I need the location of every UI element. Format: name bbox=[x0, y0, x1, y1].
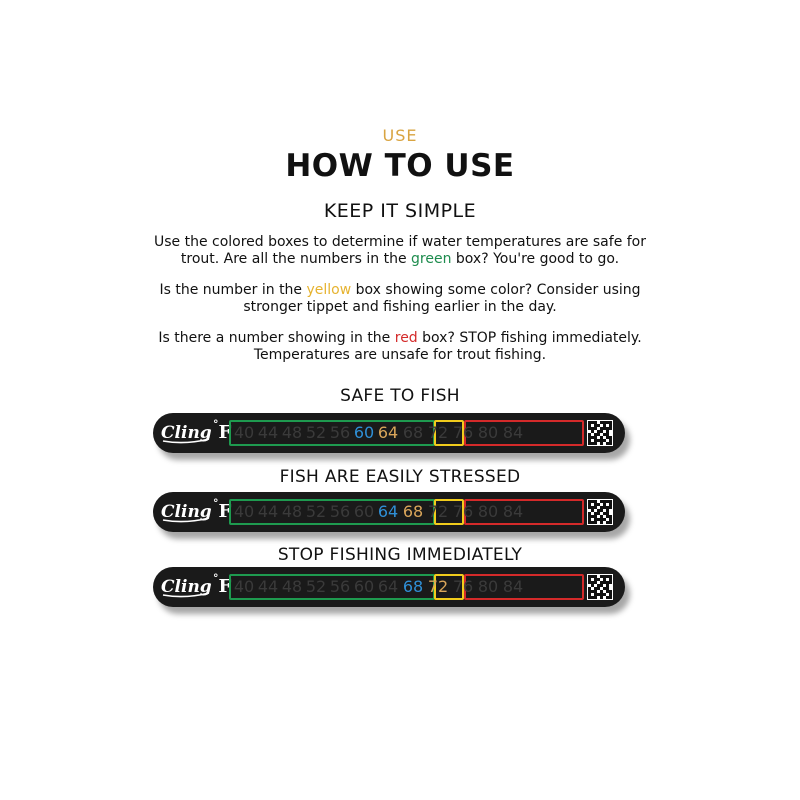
instruction-green bbox=[140, 234, 660, 268]
temperature-number-56: 56 bbox=[329, 423, 351, 442]
temperature-number-64: 64 bbox=[377, 577, 399, 596]
unit-letter: F bbox=[218, 576, 232, 597]
temperature-number-52: 52 bbox=[305, 577, 327, 596]
temperature-number-52: 52 bbox=[305, 423, 327, 442]
temperature-number-84: 84 bbox=[502, 423, 524, 442]
instruction-red bbox=[140, 330, 660, 364]
temperature-number-44: 44 bbox=[257, 502, 279, 521]
thermometer-strip-safe bbox=[153, 413, 625, 453]
section-label-stressed: FISH ARE EASILY STRESSED bbox=[279, 467, 521, 487]
temperature-number-76: 76 bbox=[452, 423, 474, 442]
temperature-number-68: 68 bbox=[402, 502, 424, 521]
degree-symbol: ° bbox=[213, 418, 219, 431]
temperature-number-40: 40 bbox=[233, 502, 255, 521]
thermometer-strip-stressed bbox=[153, 492, 625, 532]
temperature-number-72: 72 bbox=[427, 577, 449, 596]
instruction-text: Is there a number showing in the bbox=[158, 330, 395, 346]
eyebrow-label: USE bbox=[382, 126, 418, 145]
instruction-text: Use the colored boxes to determine if water temperatures are safe for trout. Are all the numbers in the bbox=[153, 234, 647, 267]
temperature-number-80: 80 bbox=[477, 577, 499, 596]
temperature-number-60: 60 bbox=[353, 502, 375, 521]
page-subtitle: KEEP IT SIMPLE bbox=[323, 200, 477, 222]
temperature-number-56: 56 bbox=[329, 577, 351, 596]
temperature-number-64: 64 bbox=[377, 502, 399, 521]
unit-letter: F bbox=[218, 501, 232, 522]
temperature-number-60: 60 bbox=[353, 577, 375, 596]
temperature-number-76: 76 bbox=[452, 502, 474, 521]
instruction-text: box showing some color? Consider using stronger tippet and fishing earlier in the day. bbox=[243, 282, 641, 315]
instruction-yellow bbox=[140, 282, 660, 316]
temperature-number-64: 64 bbox=[377, 423, 399, 442]
svg-text:Cling: Cling bbox=[161, 577, 212, 597]
highlight-word: yellow bbox=[306, 282, 352, 298]
section-label-stop: STOP FISHING IMMEDIATELY bbox=[277, 545, 523, 565]
temperature-number-44: 44 bbox=[257, 423, 279, 442]
temperature-number-68: 68 bbox=[402, 423, 424, 442]
temperature-number-68: 68 bbox=[402, 577, 424, 596]
highlight-word: red bbox=[394, 330, 418, 346]
temperature-number-84: 84 bbox=[502, 502, 524, 521]
svg-text:Cling: Cling bbox=[161, 423, 212, 443]
qr-code-icon bbox=[587, 420, 613, 446]
cling-logo bbox=[159, 573, 215, 599]
temperature-number-56: 56 bbox=[329, 502, 351, 521]
instruction-text: Is the number in the bbox=[159, 282, 307, 298]
temperature-number-48: 48 bbox=[281, 423, 303, 442]
temperature-number-72: 72 bbox=[427, 502, 449, 521]
temperature-number-48: 48 bbox=[281, 502, 303, 521]
instruction-text: box? You're good to go. bbox=[451, 251, 620, 267]
temperature-number-52: 52 bbox=[305, 502, 327, 521]
temperature-number-80: 80 bbox=[477, 423, 499, 442]
highlight-word: green bbox=[411, 251, 452, 267]
temperature-number-40: 40 bbox=[233, 423, 255, 442]
thermometer-strip-stop bbox=[153, 567, 625, 607]
temperature-number-40: 40 bbox=[233, 577, 255, 596]
unit-letter: F bbox=[218, 422, 232, 443]
page-title: HOW TO USE bbox=[285, 148, 515, 184]
temperature-number-48: 48 bbox=[281, 577, 303, 596]
instruction-text: box? STOP fishing immediately. Temperatures are unsafe for trout fishing. bbox=[253, 330, 642, 363]
qr-code-icon bbox=[587, 574, 613, 600]
temperature-number-44: 44 bbox=[257, 577, 279, 596]
temperature-number-84: 84 bbox=[502, 577, 524, 596]
cling-logo bbox=[159, 498, 215, 524]
temperature-number-60: 60 bbox=[353, 423, 375, 442]
temperature-number-80: 80 bbox=[477, 502, 499, 521]
temperature-number-72: 72 bbox=[427, 423, 449, 442]
svg-text:Cling: Cling bbox=[161, 502, 212, 522]
degree-symbol: ° bbox=[213, 572, 219, 585]
cling-logo bbox=[159, 419, 215, 445]
temperature-number-76: 76 bbox=[452, 577, 474, 596]
degree-symbol: ° bbox=[213, 497, 219, 510]
qr-code-icon bbox=[587, 499, 613, 525]
section-label-safe: SAFE TO FISH bbox=[340, 386, 460, 406]
